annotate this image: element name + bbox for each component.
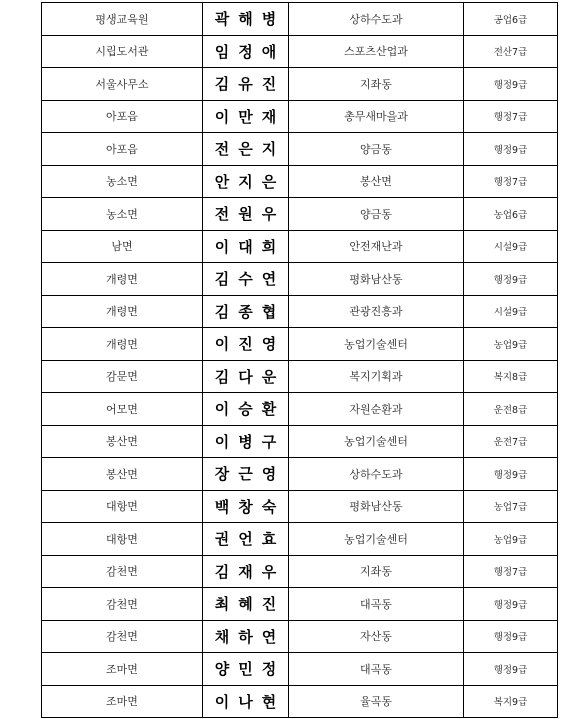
- employee-name-cell: 권언효: [203, 523, 289, 556]
- new-post-cell: 스포츠산업과: [289, 35, 464, 68]
- grade-cell: 시설9급: [464, 230, 558, 263]
- table-row: [42, 458, 558, 491]
- grade-cell: 복지8급: [464, 360, 558, 393]
- new-post-cell: 평화남산동: [289, 490, 464, 523]
- employee-name-cell: 김재우: [203, 555, 289, 588]
- employee-name-cell: 전은지: [203, 133, 289, 166]
- previous-post-cell: 봉산면: [42, 458, 203, 491]
- table-row: [42, 685, 558, 718]
- grade-cell: 농업9급: [464, 523, 558, 556]
- employee-name-cell: 임정애: [203, 35, 289, 68]
- grade-cell: 행정9급: [464, 68, 558, 101]
- grade-cell: 운전8급: [464, 393, 558, 426]
- table-row: [42, 230, 558, 263]
- new-post-cell: 지좌동: [289, 68, 464, 101]
- new-post-cell: 상하수도과: [289, 3, 464, 36]
- employee-name-cell: 곽해병: [203, 3, 289, 36]
- new-post-cell: 복지기획과: [289, 360, 464, 393]
- grade-cell: 공업6급: [464, 3, 558, 36]
- grade-cell: 행정9급: [464, 263, 558, 296]
- previous-post-cell: 농소면: [42, 198, 203, 231]
- grade-cell: 농업7급: [464, 490, 558, 523]
- previous-post-cell: 대항면: [42, 490, 203, 523]
- new-post-cell: 양금동: [289, 133, 464, 166]
- table-row: [42, 165, 558, 198]
- new-post-cell: 지좌동: [289, 555, 464, 588]
- new-post-cell: 율곡동: [289, 685, 464, 718]
- grade-cell: 시설9급: [464, 295, 558, 328]
- employee-name-cell: 백창숙: [203, 490, 289, 523]
- previous-post-cell: 아포읍: [42, 100, 203, 133]
- employee-name-cell: 채하연: [203, 620, 289, 653]
- table-row: [42, 393, 558, 426]
- previous-post-cell: 남면: [42, 230, 203, 263]
- personnel-transfer-table: [41, 2, 553, 718]
- table-row: [42, 133, 558, 166]
- grade-cell: 운전7급: [464, 425, 558, 458]
- employee-name-cell: 이진영: [203, 328, 289, 361]
- grade-cell: 행정9급: [464, 653, 558, 686]
- table-row: [42, 328, 558, 361]
- table-row: [42, 620, 558, 653]
- table-row: [42, 653, 558, 686]
- previous-post-cell: 개령면: [42, 328, 203, 361]
- previous-post-cell: 개령면: [42, 295, 203, 328]
- grade-cell: 농업6급: [464, 198, 558, 231]
- new-post-cell: 상하수도과: [289, 458, 464, 491]
- new-post-cell: 봉산면: [289, 165, 464, 198]
- new-post-cell: 평화남산동: [289, 263, 464, 296]
- previous-post-cell: 개령면: [42, 263, 203, 296]
- previous-post-cell: 아포읍: [42, 133, 203, 166]
- table-row: [42, 588, 558, 621]
- grade-cell: 복지9급: [464, 685, 558, 718]
- grade-cell: 행정7급: [464, 165, 558, 198]
- grade-cell: 행정9급: [464, 133, 558, 166]
- new-post-cell: 대곡동: [289, 653, 464, 686]
- previous-post-cell: 감천면: [42, 555, 203, 588]
- table-row: [42, 523, 558, 556]
- previous-post-cell: 어모면: [42, 393, 203, 426]
- new-post-cell: 자산동: [289, 620, 464, 653]
- employee-name-cell: 양민정: [203, 653, 289, 686]
- employee-name-cell: 김다운: [203, 360, 289, 393]
- employee-name-cell: 김유진: [203, 68, 289, 101]
- table-row: [42, 198, 558, 231]
- previous-post-cell: 조마면: [42, 685, 203, 718]
- grade-cell: 행정9급: [464, 588, 558, 621]
- table-row: [42, 3, 558, 36]
- employee-name-cell: 최혜진: [203, 588, 289, 621]
- table-row: [42, 360, 558, 393]
- previous-post-cell: 시립도서관: [42, 35, 203, 68]
- employee-name-cell: 이승환: [203, 393, 289, 426]
- table-body: [42, 3, 558, 718]
- new-post-cell: 관광진흥과: [289, 295, 464, 328]
- employee-name-cell: 전원우: [203, 198, 289, 231]
- table-row: [42, 35, 558, 68]
- previous-post-cell: 감천면: [42, 588, 203, 621]
- new-post-cell: 농업기술센터: [289, 425, 464, 458]
- previous-post-cell: 대항면: [42, 523, 203, 556]
- previous-post-cell: 평생교육원: [42, 3, 203, 36]
- new-post-cell: 농업기술센터: [289, 328, 464, 361]
- new-post-cell: 총무새마을과: [289, 100, 464, 133]
- employee-name-cell: 안지은: [203, 165, 289, 198]
- table-row: [42, 555, 558, 588]
- previous-post-cell: 감천면: [42, 620, 203, 653]
- employee-name-cell: 장근영: [203, 458, 289, 491]
- table-row: [42, 263, 558, 296]
- grade-cell: 전산7급: [464, 35, 558, 68]
- new-post-cell: 안전재난과: [289, 230, 464, 263]
- table-row: [42, 100, 558, 133]
- previous-post-cell: 봉산면: [42, 425, 203, 458]
- previous-post-cell: 조마면: [42, 653, 203, 686]
- employee-name-cell: 이만재: [203, 100, 289, 133]
- table-row: [42, 425, 558, 458]
- employee-name-cell: 이나현: [203, 685, 289, 718]
- new-post-cell: 자원순환과: [289, 393, 464, 426]
- grade-cell: 행정7급: [464, 100, 558, 133]
- previous-post-cell: 농소면: [42, 165, 203, 198]
- new-post-cell: 대곡동: [289, 588, 464, 621]
- grade-cell: 농업9급: [464, 328, 558, 361]
- table-row: [42, 490, 558, 523]
- employee-name-cell: 김종협: [203, 295, 289, 328]
- table-row: [42, 68, 558, 101]
- new-post-cell: 양금동: [289, 198, 464, 231]
- table-row: [42, 295, 558, 328]
- employee-name-cell: 이병구: [203, 425, 289, 458]
- grade-cell: 행정7급: [464, 555, 558, 588]
- grade-cell: 행정9급: [464, 458, 558, 491]
- employee-name-cell: 김수연: [203, 263, 289, 296]
- previous-post-cell: 서울사무소: [42, 68, 203, 101]
- previous-post-cell: 감문면: [42, 360, 203, 393]
- grade-cell: 행정9급: [464, 620, 558, 653]
- employee-name-cell: 이대희: [203, 230, 289, 263]
- new-post-cell: 농업기술센터: [289, 523, 464, 556]
